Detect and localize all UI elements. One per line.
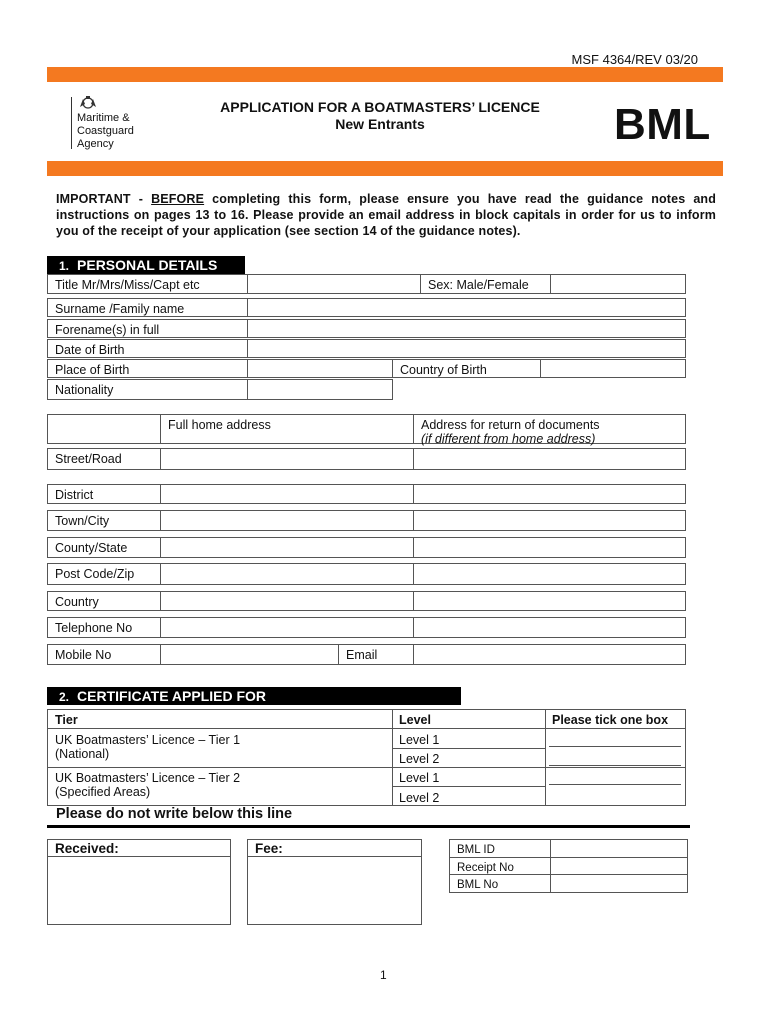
- page-number: 1: [380, 968, 387, 982]
- home-address-header: Full home address: [160, 414, 414, 444]
- sex-label: Sex: Male/Female: [420, 274, 551, 294]
- sex-field[interactable]: [550, 274, 686, 294]
- surname-field[interactable]: [247, 298, 686, 317]
- title-field[interactable]: [247, 274, 421, 294]
- cob-label: Country of Birth: [392, 359, 541, 378]
- district-label: District: [47, 484, 161, 504]
- tier1-level1-tickbox[interactable]: [549, 731, 681, 747]
- tier2-level2-tickbox[interactable]: [549, 788, 681, 803]
- home-postcode-field[interactable]: [160, 563, 414, 585]
- receipt-no-label: Receipt No: [449, 857, 551, 875]
- tick-column-header: Please tick one box: [552, 713, 669, 727]
- bml-no-label: BML No: [449, 874, 551, 893]
- home-district-field[interactable]: [160, 484, 414, 504]
- bml-badge: BML: [614, 100, 711, 149]
- tier1-level2-label: Level 2: [399, 752, 440, 766]
- address-corner-cell: [47, 414, 161, 444]
- level-column-header: Level: [399, 713, 431, 727]
- tier1-label: UK Boatmasters’ Licence – Tier 1 (National): [55, 733, 241, 761]
- bml-id-field[interactable]: [550, 839, 688, 858]
- email-label: Email: [338, 644, 414, 665]
- street-label: Street/Road: [47, 448, 161, 470]
- logo-divider: [71, 97, 72, 149]
- return-county-field[interactable]: [413, 537, 686, 558]
- home-street-field[interactable]: [160, 448, 414, 470]
- country-label: Country: [47, 591, 161, 611]
- nationality-field[interactable]: [247, 379, 393, 400]
- royal-crest-icon: [78, 96, 98, 110]
- top-orange-bar: [47, 67, 723, 82]
- nationality-label: Nationality: [47, 379, 248, 400]
- home-county-field[interactable]: [160, 537, 414, 558]
- return-postcode-field[interactable]: [413, 563, 686, 585]
- office-use-notice: Please do not write below this line: [56, 806, 293, 822]
- title-label: Title Mr/Mrs/Miss/Capt etc: [47, 274, 248, 294]
- telephone-return-field[interactable]: [413, 617, 686, 638]
- form-title: APPLICATION FOR A BOATMASTERS’ LICENCE New Entrants: [220, 99, 540, 132]
- tier2-level2-label: Level 2: [399, 791, 440, 805]
- telephone-field[interactable]: [160, 617, 414, 638]
- postcode-label: Post Code/Zip: [47, 563, 161, 585]
- tier2-level1-label: Level 1: [399, 771, 440, 785]
- section2-heading: 2. CERTIFICATE APPLIED FOR: [47, 687, 461, 705]
- bml-no-field[interactable]: [550, 874, 688, 893]
- bottom-orange-bar: [47, 161, 723, 176]
- mobile-label: Mobile No: [47, 644, 161, 665]
- town-label: Town/City: [47, 510, 161, 531]
- tier-column-header: Tier: [55, 713, 78, 727]
- dob-label: Date of Birth: [47, 339, 248, 358]
- return-street-field[interactable]: [413, 448, 686, 470]
- receipt-no-field[interactable]: [550, 857, 688, 875]
- office-divider: [47, 825, 690, 828]
- form-reference: MSF 4364/REV 03/20: [571, 52, 698, 67]
- section1-heading: 1. PERSONAL DETAILS: [47, 256, 245, 274]
- return-town-field[interactable]: [413, 510, 686, 531]
- dob-field[interactable]: [247, 339, 686, 358]
- mobile-field[interactable]: [160, 644, 339, 665]
- home-country-field[interactable]: [160, 591, 414, 611]
- return-address-header: Address for return of documents (if different from home address): [413, 414, 686, 444]
- pob-label: Place of Birth: [47, 359, 248, 378]
- forenames-field[interactable]: [247, 319, 686, 338]
- telephone-label: Telephone No: [47, 617, 161, 638]
- tier1-level1-label: Level 1: [399, 733, 440, 747]
- surname-label: Surname /Family name: [47, 298, 248, 317]
- email-field[interactable]: [413, 644, 686, 665]
- cob-field[interactable]: [540, 359, 686, 378]
- county-label: County/State: [47, 537, 161, 558]
- important-notice: IMPORTANT - BEFORE completing this form, please ensure you have read the guidance notes and instructions on pages 13 to 16. Please provide an email address in block capitals in order for us to inform you of the receipt of your application (see section 14 of the guidance notes).: [56, 192, 716, 238]
- tier2-label: UK Boatmasters’ Licence – Tier 2 (Specified Areas): [55, 771, 241, 799]
- return-country-field[interactable]: [413, 591, 686, 611]
- tier1-level2-tickbox[interactable]: [549, 750, 681, 766]
- received-box[interactable]: Received:: [47, 839, 231, 925]
- bml-id-label: BML ID: [449, 839, 551, 858]
- home-town-field[interactable]: [160, 510, 414, 531]
- pob-field[interactable]: [247, 359, 393, 378]
- agency-logo-text: Maritime & Coastguard Agency: [77, 112, 134, 150]
- return-district-field[interactable]: [413, 484, 686, 504]
- forenames-label: Forename(s) in full: [47, 319, 248, 338]
- fee-box[interactable]: Fee:: [247, 839, 422, 925]
- tier2-level1-tickbox[interactable]: [549, 769, 681, 785]
